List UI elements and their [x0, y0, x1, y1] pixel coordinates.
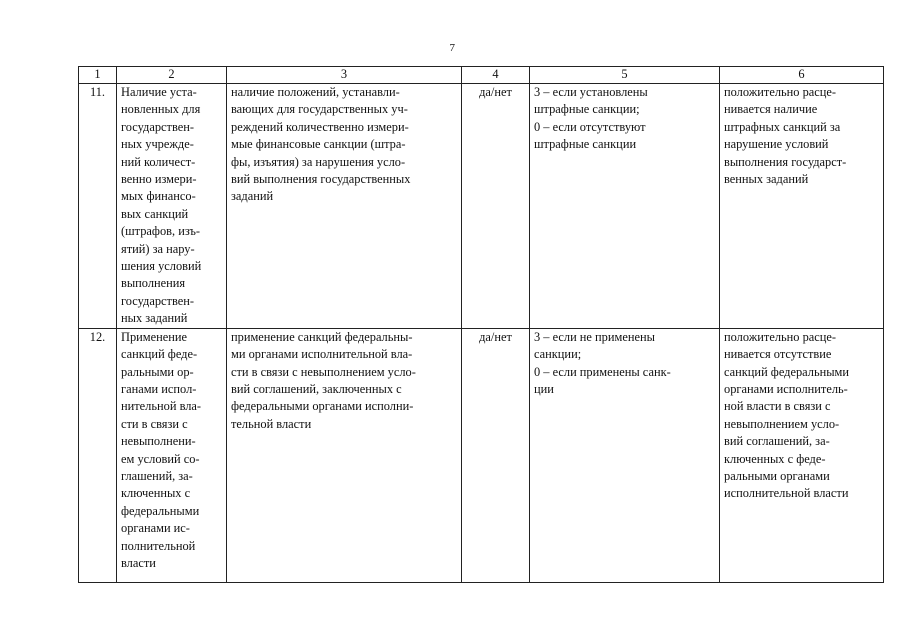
- cell-text-line: ных заданий: [121, 311, 188, 326]
- unit-cell: да/нет: [462, 84, 530, 329]
- cell-text-line: выполнения государст-: [724, 154, 847, 169]
- cell-text-line: штрафных санкций за: [724, 119, 841, 134]
- cell-text-line: ции: [534, 381, 554, 396]
- indicator-description-cell: [227, 328, 462, 582]
- cell-text-line: санкций феде-: [121, 347, 198, 362]
- scoring-cell: [530, 328, 720, 582]
- row-number: 12.: [79, 328, 117, 582]
- cell-text-line: ятий) за нару-: [121, 241, 195, 256]
- cell-text-line: нарушение условий: [724, 137, 829, 152]
- header-col-2: 2: [117, 67, 227, 84]
- cell-text-line: нительной вла-: [121, 399, 202, 414]
- indicator-description-cell: [227, 84, 462, 329]
- cell-text-line: сти в связи с: [121, 416, 188, 431]
- indicator-name-cell: [117, 328, 227, 582]
- scoring-cell: [530, 84, 720, 329]
- assessment-cell: [720, 328, 884, 582]
- cell-text-line: венно измери-: [121, 172, 197, 187]
- cell-text-line: реждений количественно измери-: [231, 119, 409, 134]
- cell-text-line: федеральными органами исполни-: [231, 399, 414, 414]
- cell-text-line: мых финансо-: [121, 189, 196, 204]
- header-col-1: 1: [79, 67, 117, 84]
- cell-text-line: положительно расце-: [724, 329, 837, 344]
- cell-text-line: ем условий со-: [121, 451, 200, 466]
- cell-text-line: ганами испол-: [121, 381, 197, 396]
- cell-text-line: мые финансовые санкции (штра-: [231, 137, 406, 152]
- cell-text-line: штрафные санкции;: [534, 102, 640, 117]
- cell-text-line: вий соглашений, за-: [724, 434, 830, 449]
- cell-text-line: ключенных с феде-: [724, 451, 826, 466]
- cell-text-line: 0 – если применены санк-: [534, 364, 671, 379]
- cell-text-line: новленных для: [121, 102, 201, 117]
- cell-text-line: тельной власти: [231, 416, 312, 431]
- cell-text-line: Применение: [121, 329, 188, 344]
- cell-text-line: наличие положений, устанавли-: [231, 85, 400, 99]
- cell-text-line: санкции;: [534, 347, 582, 362]
- cell-text-line: ной власти в связи с: [724, 399, 831, 414]
- cell-text-line: штрафные санкции: [534, 137, 637, 152]
- cell-text-line: нивается наличие: [724, 102, 818, 117]
- cell-text-line: государствен-: [121, 293, 194, 308]
- cell-text-line: органами исполнитель-: [724, 381, 848, 396]
- cell-text-line: санкций федеральными: [724, 364, 850, 379]
- table-header-row: [79, 67, 884, 84]
- cell-text-line: положительно расце-: [724, 85, 837, 99]
- header-col-5: 5: [530, 67, 720, 84]
- cell-text-line: применение санкций федеральны-: [231, 329, 413, 344]
- cell-text-line: вых санкций: [121, 206, 189, 221]
- cell-text-line: исполнительной власти: [724, 486, 849, 501]
- cell-text-line: ральными ор-: [121, 364, 194, 379]
- cell-text-line: невыполнением усло-: [724, 416, 840, 431]
- indicator-name-cell: [117, 84, 227, 329]
- cell-text-line: власти: [121, 555, 156, 570]
- cell-text-line: шения условий: [121, 259, 202, 274]
- table-row: [79, 328, 884, 582]
- cell-text-line: 3 – если не применены: [534, 329, 655, 344]
- cell-text-line: фы, изъятия) за нарушения усло-: [231, 154, 406, 169]
- cell-text-line: вающих для государственных уч-: [231, 102, 408, 117]
- cell-text-line: выполнения: [121, 276, 186, 291]
- cell-text-line: ральными органами: [724, 468, 830, 483]
- cell-text-line: органами ис-: [121, 521, 190, 536]
- cell-text-line: Наличие уста-: [121, 85, 197, 99]
- row-number: 11.: [79, 84, 117, 329]
- cell-text-line: нивается отсутствие: [724, 347, 832, 362]
- header-col-6: 6: [720, 67, 884, 84]
- table-row: [79, 84, 884, 329]
- cell-text-line: 0 – если отсутствуют: [534, 119, 646, 134]
- cell-text-line: федеральными: [121, 503, 200, 518]
- cell-text-line: ключенных с: [121, 486, 191, 501]
- cell-text-line: заданий: [231, 189, 274, 204]
- cell-text-line: государствен-: [121, 119, 194, 134]
- cell-text-line: невыполнени-: [121, 434, 196, 449]
- header-col-3: 3: [227, 67, 462, 84]
- page-number: 7: [449, 42, 456, 54]
- cell-text-line: 3 – если установлены: [534, 85, 648, 99]
- assessment-cell: [720, 84, 884, 329]
- cell-text-line: сти в связи с невыполнением усло-: [231, 364, 416, 379]
- cell-text-line: ми органами исполнительной вла-: [231, 347, 413, 362]
- cell-text-line: вий соглашений, заключенных с: [231, 381, 402, 396]
- cell-text-line: (штрафов, изъ-: [121, 224, 201, 239]
- cell-text-line: венных заданий: [724, 172, 809, 187]
- cell-text-line: вий выполнения государственных: [231, 172, 411, 187]
- unit-cell: да/нет: [462, 328, 530, 582]
- header-col-4: 4: [462, 67, 530, 84]
- cell-text-line: глашений, за-: [121, 468, 193, 483]
- cell-text-line: ний количест-: [121, 154, 196, 169]
- cell-text-line: ных учрежде-: [121, 137, 194, 152]
- cell-text-line: полнительной: [121, 538, 196, 553]
- criteria-table: [78, 66, 884, 583]
